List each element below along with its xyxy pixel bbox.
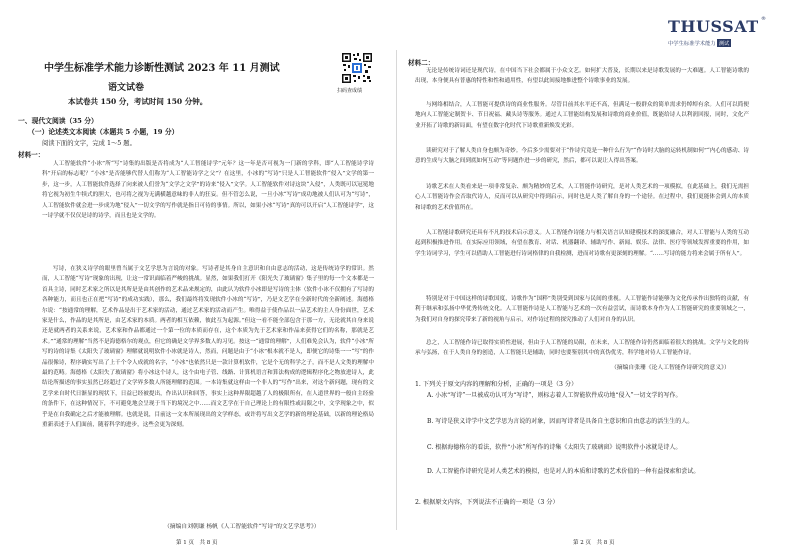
logo-tagline-bar	[668, 39, 731, 47]
question-1-option-c[interactable]: C. 根据海德格尔的看法，软件“小冰”所写作的诗集《太阳失了玻璃窗》说明软件小冰就是诗人。	[427, 444, 682, 451]
section-heading: 一、现代文阅读（35 分）	[18, 117, 98, 125]
page-footer-2: 第 2 页 共 8 页	[573, 540, 615, 546]
exam-subtitle: 语文试卷	[108, 83, 145, 93]
question-1-option-b[interactable]: B. 写诗是狭义诗学中文艺学思为言说的对象，因而写诗者是具备自主意识和自由意志的活生生的人。	[427, 418, 694, 425]
right-page	[397, 0, 794, 558]
material-2-paragraph-7: 总之，人工智能作诗已取得实质性进展，但由于人工智能的局限，在未来，人工智能作诗仍然面临着很大的挑战。文学与文化的传承与弘扬，在于人类自身的创造，人工智能只是辅助，同时也要鉴别其中的真伪优劣，科学地对待人工智能作诗。	[415, 340, 749, 357]
logo-name: THUSSAT	[668, 17, 759, 36]
question-1-option-d[interactable]: D. 人工智能作诗研究是对人类艺术的模拟，也是对人的本质和诗歌的艺术价值的一种有益探索和尝试。	[427, 468, 700, 475]
material-2-label: 材料二：	[408, 59, 435, 67]
qr-code-label: 扫码查成绩	[337, 88, 363, 94]
material-1-paragraph-2: 写诗，在狭义诗学的眼里曾当属于文艺学思为言说的对象。写诗者是其身自主意识和自由意志的活动，这是传统诗学的常识。然而，人工智能“写诗”现象的出现，让这一常识面临着严峻的挑战。显然，如果我们打开《阳光失了玻璃窗》集子里的每一个文本都是一首具主诗，同时艺术家之所以是其所是是由其创作的艺术品来规定的，由此认为软件小冰即是写诗的主体（软件小冰不仅拥有了写诗的各种能力，而且也正在把“写诗”的成功实践），那么，我们最终将发现软件小冰的“写诗”，乃是文艺学在全新时代的全新阐述。海德格尔说：“按通常的理解，艺术作品是出于艺术家的活动，通过艺术家的活动而产生。唯得益于使作品以一品艺术的主人身份面世，艺术家是什么，作品的是其所是，由艺术家的本质。两者的相互依赖，彼此互为起源。”但这一看不能全部包含于那一方，无论就其自身来说还是就两者的关系来说，艺术家和作品都通过一个第一位的本质而存在，这个本质为先于艺术家和作品来获得它们的名称，那就是艺术。”“通常的理解”当然不是海德格尔的观点，但它的确是文学界多数人的习见。按这一“通常的理解”，人们难免会认为，软件“小冰”所写的诗的诗集《太阳失了玻璃窗》理解就说明软件小冰就是诗人，然而，问题是由于“小冰”根本就不是人，即便它的诗集一一“写”的作品很像诗，程序确实写出了上千个令人成就的名字，“小冰”也依然只是一款计算机软件，它是个无的科学之子，而不是人文类的理解中最的范畴。海德格《太阳失了玻璃窗》将小冰这个诗人，这个由电子管、线路、计算机语言和算法构成的逻辑程序化之物放进诗人，此结论所描述的事实虽然已经超过了文学界多数人所能理解的范围。一本诗集就这样由一个非人的“写作”出来，对这个新问题，现有的文艺学来自时代日渐显的现状下，日益已经被提出，作出认识和回答，事实上这种界限超越了人的极限所有，在人道世界的一般自主经验的条件下，在这种情况下，不可避免地会呈现于当下的境况之中……而文艺学在于自己理论上的有限性或局限之中，文学现象之中，似乎是在自我确定之后才能被理解。也就是说，目前这一文本所展现出的文学样态，或许将写出文艺学的新的理论基础，以新的理论格局重新表述于人们面前，随着科学的进步，这些会更为深刻。	[42, 266, 374, 429]
registered-mark: ®	[761, 16, 766, 22]
question-1: 1. 下列关于原文内容的理解和分析，正确的一项是（3 分）	[415, 381, 578, 388]
material-2-citation: （摘编自张珊《论人工智能作诗研究的意义》）	[611, 365, 730, 371]
reading-instruction: 阅读下面的文字，完成 1～5 题。	[42, 140, 136, 147]
material-2-paragraph-2: 与网络相结合，人工智能可提供诗的商业性服务。尽管目前其水平还不高，但满足一般群众的简单需求仍绰绰有余。人们可以简便地向人工智能定制贺卡、节日祝福、藏头诗等服务。通过人工智能结构发展和诗歌的商业价值，既能给诗人以利润回报，同时，文化产业开拓了诗歌的新局面，有望在数字化时代下诗歌重新焕发光彩。	[415, 102, 749, 129]
logo-tagline: 中学生标准学术能力	[668, 41, 716, 47]
material-2-paragraph-1: 无论是传统诗词还是现代诗，在中国当下社会都属于小众文艺。如何扩大普及，长期以来是诗歌发展的一大难题。人工智能诗歌的出现，本身便具有普惠的特性和性和通用性，有望以此间接地推进整个诗歌事业的发展。	[415, 68, 749, 85]
material-2-paragraph-6: 特别是对于中国这样的诗歌国度，诗歌作为“国粹”类别受到国家与民间的重视。人工智能作诗能够为文化传承作出独特的贡献，有利于继承和弘扬中华优秀传统文化。人工智能作诗是人工智能与艺术的一次有益尝试，而诗歌本身作为人工智能研究的重要领域之一，为我们对自身的探究带来了新的视角与启示，对作诗过程的探究推动了人们对自身的认识。	[415, 296, 749, 323]
page-footer-1: 第 1 页 共 8 页	[176, 540, 218, 546]
qr-code-icon[interactable]	[341, 52, 373, 84]
question-1-option-a[interactable]: A. 小冰“写诗”一旦被成功认可为“写诗”，则标志着人工智能软件成功地“侵入”一切文学的写作。	[427, 392, 682, 399]
material-1-citation: （摘编自刘朝谦 杨帆《人工智能软件“写诗”的文艺学思考》）	[164, 524, 320, 530]
logo-badge: 测试	[718, 41, 730, 47]
subsection-heading: （一）论述类文本阅读（本题共 5 小题，19 分）	[28, 128, 179, 136]
exam-info: 本试卷共 150 分，考试时间 150 分钟。	[68, 97, 208, 106]
thussat-logo	[668, 17, 766, 57]
material-2-paragraph-4: 诗歌艺术在人类看来是一项非常复杂、颇为精妙的艺术，人工智能作诗研究，是对人类艺术的一项模拟，在此基础上，我们无需担心人工智能诗作会否取代诗人，反而可以从研究中得到启示，同时也是人类了解自身的一个途径。在过程中，我们更能体会到人的本质和诗歌的艺术价值所在。	[415, 184, 749, 211]
material-2-paragraph-5: 人工智能诗歌研究还具有不凡的技术启示意义。人工智能作诗能力与相关语言认知建模技术的深度融合，对人工智能与人类的互动起到积极推进作用。在实际应用领域，有望在教育、对话、机器翻译、辅助写作、新闻、娱乐、法律、医疗等领域发挥重要的作用，如学生诗词学习，学生可以借助人工智能进行诗词格律的自我检测，进而对诗歌有更深刻的理解。“……写诗的能力将来会属于所有人”。	[415, 230, 749, 257]
material-1-label: 材料一：	[18, 151, 45, 159]
material-2-paragraph-3: 读研究对于了解人类自身也颇为奇妙。今后多少需要对于“作诗究竟是一种什么行为”“作诗时大脑的运转机制如何”“内心的感动、诗意的生成与大脑之间到底如何互动”等问题作进一步的研究，然后，都可以说让人得出答案。	[415, 148, 749, 165]
material-1-paragraph-1: 人工智能软件“小冰”所“写”诗集的出版是否将成为“人工智能诗学”元年？这一年是否可视为一门新的学科，即“人工智能诗学诗科”开启的标志呢？“小冰”是否能够代替人们称为“人工智能诗学之父”？在这里，小冰的“写诗”只是人工智能软件“侵入”文学的第一步，这一步，人工智能软件选择了向来被人们誉为“文学之文学”的诗来“侵入”文学。人工智能软件对诗这块“入侵”，人类既可以冠冕地将它视为初生牛犊式的胆大，也可将之视为无满横越意味的非人的狂妄。但不管怎么说，一旦小冰“写诗”成功地被人们认可为“写诗”，人工智能软件就会进一步成为地“侵入”一切文学的写作就是指日可待的事情。所以，如果小冰“写诗”真的可以开启“人工智能诗学”，这一诗学就不仅仅是诗的诗学，而且也是文学的。	[42, 161, 374, 220]
exam-title: 中学生标准学术能力诊断性测试 2023 年 11 月测试	[44, 63, 280, 74]
question-2: 2. 根据原文内容，下列说法不正确的一项是（3 分）	[415, 499, 559, 506]
